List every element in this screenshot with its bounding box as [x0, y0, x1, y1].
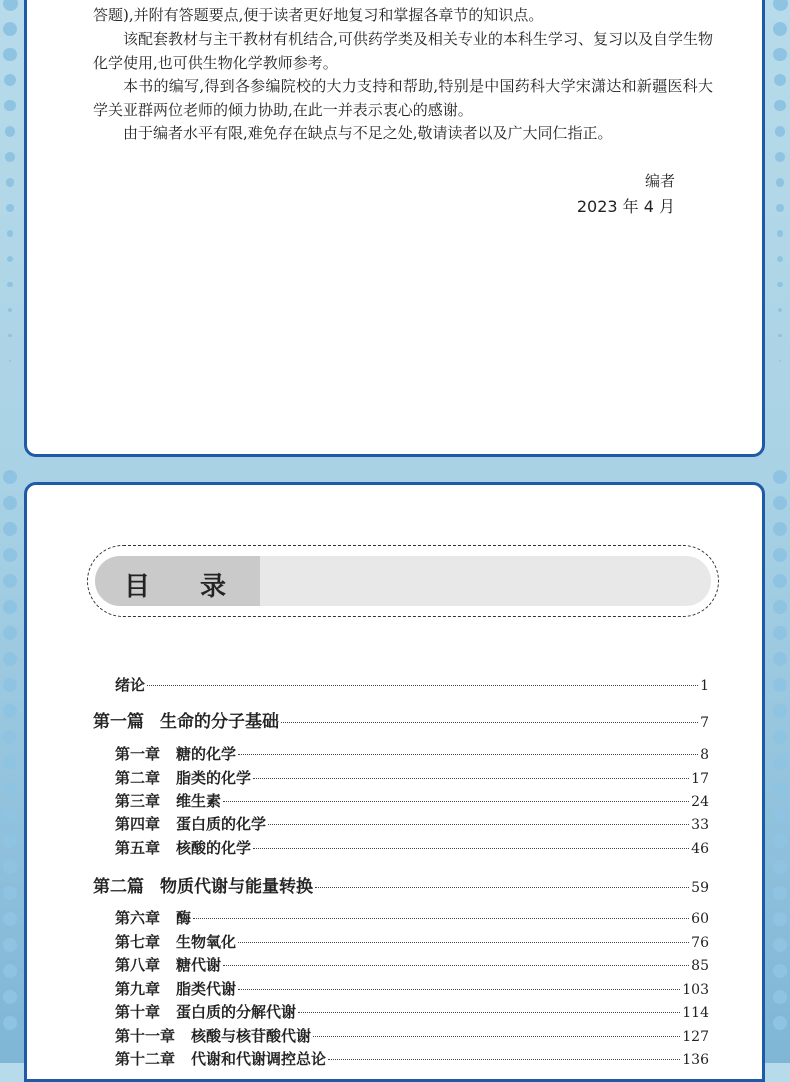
toc-chapter-entry[interactable] — [115, 790, 709, 811]
border-dot — [773, 990, 787, 1004]
toc-entry-title: 蛋白质的分解代谢 — [176, 1003, 297, 1021]
border-dot — [3, 652, 17, 666]
border-dot — [8, 334, 11, 337]
toc-dot-leader — [238, 989, 680, 990]
border-dot — [3, 48, 16, 61]
border-dot — [3, 0, 18, 11]
toc-chapter-entry[interactable] — [115, 931, 709, 952]
toc-dot-leader — [223, 801, 689, 802]
border-dot — [7, 282, 12, 287]
toc-page-number: 85 — [691, 958, 709, 974]
toc-card — [24, 482, 765, 1082]
toc-title: 目录 — [124, 572, 277, 602]
toc-entry-number: 第五章 — [115, 839, 161, 857]
toc-entry-label — [115, 978, 236, 999]
border-dot — [773, 652, 787, 666]
toc-entry-label — [115, 837, 251, 858]
toc-dot-leader — [238, 942, 689, 943]
toc-entry-label — [115, 1048, 326, 1069]
toc-dot-leader — [193, 918, 689, 919]
border-dot — [773, 860, 787, 874]
toc-entry-title: 代谢和代谢调控总论 — [191, 1050, 327, 1068]
left-dot-border — [0, 0, 24, 1063]
toc-entry-number: 第一章 — [115, 745, 161, 763]
toc-entry-title: 脂类的化学 — [176, 769, 252, 787]
toc-page-number: 60 — [691, 911, 709, 927]
border-dot — [3, 574, 17, 588]
border-dot — [3, 522, 17, 536]
toc-entry-title: 核酸的化学 — [176, 839, 252, 857]
toc-dot-leader — [328, 1059, 680, 1060]
toc-page-number: 7 — [700, 715, 709, 731]
border-dot — [773, 704, 787, 718]
border-dot — [3, 600, 17, 614]
border-dot — [3, 938, 17, 952]
preface-date: 2023 年 4 月 — [576, 197, 675, 216]
toc-page-number: 8 — [700, 747, 709, 763]
border-dot — [777, 256, 783, 262]
toc-chapter-entry[interactable] — [115, 1025, 709, 1046]
toc-page-number: 33 — [691, 817, 709, 833]
border-dot — [4, 74, 16, 86]
toc-entry-title: 糖的化学 — [176, 745, 237, 763]
border-dot — [773, 730, 787, 744]
border-dot — [3, 730, 17, 744]
border-dot — [773, 574, 787, 588]
border-dot — [3, 808, 17, 822]
toc-entry-label — [115, 954, 221, 975]
border-dot — [3, 990, 17, 1004]
border-dot — [773, 48, 786, 61]
toc-page-number: 1 — [700, 678, 709, 694]
toc-page-number: 46 — [691, 841, 709, 857]
toc-entry-label — [93, 872, 313, 897]
border-dot — [773, 678, 787, 692]
border-dot — [3, 912, 17, 926]
preface-paragraph-4: 由于编者水平有限,难免存在缺点与不足之处,敬请读者以及广大同仁指正。 — [123, 124, 613, 142]
preface-paragraph-1: 答题),并附有答题要点,便于读者更好地复习和掌握各章节的知识点。 — [93, 6, 544, 24]
border-dot — [773, 834, 787, 848]
border-dot — [773, 522, 787, 536]
border-dot — [3, 704, 17, 718]
toc-chapter-entry[interactable] — [115, 767, 709, 788]
toc-chapter-entry[interactable] — [115, 743, 709, 764]
toc-entry-number: 第二篇 — [93, 877, 144, 897]
toc-dot-leader — [253, 778, 689, 779]
border-dot — [3, 626, 17, 640]
toc-entry-title: 蛋白质的化学 — [176, 815, 267, 833]
toc-page-number: 59 — [691, 880, 709, 896]
toc-entry-title: 核酸与核苷酸代谢 — [191, 1027, 312, 1045]
toc-entry-number: 第八章 — [115, 956, 161, 974]
border-dot — [773, 600, 787, 614]
toc-page-number: 136 — [682, 1052, 709, 1068]
toc-page-number: 114 — [682, 1005, 709, 1021]
toc-entry-number: 第一篇 — [93, 712, 144, 732]
toc-chapter-entry[interactable] — [115, 1048, 709, 1069]
toc-entry-title: 物质代谢与能量转换 — [160, 877, 313, 897]
toc-page-number: 17 — [691, 771, 709, 787]
border-dot — [8, 308, 12, 312]
toc-entry-label — [115, 931, 236, 952]
toc-entry-label — [115, 743, 236, 764]
toc-dot-leader — [313, 1036, 680, 1037]
toc-page-number: 127 — [682, 1029, 709, 1045]
border-dot — [773, 938, 787, 952]
border-dot — [9, 360, 11, 362]
border-dot — [6, 204, 14, 212]
toc-entry-number: 第三章 — [115, 792, 161, 810]
toc-entry-title: 绪论 — [115, 676, 146, 694]
toc-dot-leader — [223, 965, 689, 966]
preface-paragraph-2: 该配套教材与主干教材有机结合,可供药学类及相关专业的本科生学习、复习以及自学生物化学使用,也可供生物化学教师参考。 — [93, 30, 713, 72]
toc-entry-label — [93, 707, 279, 732]
border-dot — [3, 678, 17, 692]
toc-part-entry[interactable] — [93, 872, 709, 897]
border-dot — [3, 834, 17, 848]
toc-dot-leader — [238, 754, 698, 755]
border-dot — [4, 100, 15, 111]
toc-entry-title: 脂类代谢 — [176, 980, 237, 998]
border-dot — [3, 964, 17, 978]
toc-dot-leader — [298, 1012, 680, 1013]
preface-card — [24, 0, 765, 457]
border-dot — [773, 756, 787, 770]
toc-entry-label — [115, 1025, 311, 1046]
toc-dot-leader — [253, 848, 689, 849]
toc-entry-label — [115, 790, 221, 811]
border-dot — [3, 470, 17, 484]
border-dot — [773, 886, 787, 900]
toc-entry-number: 第二章 — [115, 769, 161, 787]
toc-entry-title: 维生素 — [176, 792, 222, 810]
toc-chapter-entry[interactable] — [115, 837, 709, 858]
border-dot — [773, 808, 787, 822]
border-dot — [3, 860, 17, 874]
border-dot — [774, 74, 786, 86]
border-dot — [3, 22, 17, 36]
toc-page-number: 24 — [691, 794, 709, 810]
border-dot — [775, 126, 786, 137]
toc-entry-label — [115, 1001, 296, 1022]
toc-chapter-entry[interactable] — [115, 907, 709, 928]
border-dot — [6, 178, 15, 187]
border-dot — [773, 626, 787, 640]
border-dot — [3, 886, 17, 900]
border-dot — [773, 964, 787, 978]
toc-chapter-entry[interactable] — [115, 813, 709, 834]
preface-paragraph-3: 本书的编写,得到各参编院校的大力支持和帮助,特别是中国药科大学宋潇达和新疆医科大学关亚群两位老师的倾力协助,在此一并表示衷心的感谢。 — [93, 77, 713, 119]
border-dot — [773, 548, 787, 562]
border-dot — [777, 282, 782, 287]
toc-entry-title: 生命的分子基础 — [160, 712, 279, 732]
border-dot — [773, 496, 787, 510]
toc-entry-label — [115, 767, 251, 788]
toc-entry-number: 第七章 — [115, 933, 161, 951]
border-dot — [773, 470, 787, 484]
toc-entry-number: 第十一章 — [115, 1027, 176, 1045]
border-dot — [775, 152, 785, 162]
toc-entry-number: 第九章 — [115, 980, 161, 998]
border-dot — [776, 204, 784, 212]
toc-part-entry[interactable] — [93, 707, 709, 732]
toc-header — [87, 545, 719, 617]
toc-entry-title: 生物氧化 — [176, 933, 237, 951]
border-dot — [3, 782, 17, 796]
toc-entry-number: 第四章 — [115, 815, 161, 833]
toc-dot-leader — [281, 722, 698, 723]
toc-entry-number: 第十二章 — [115, 1050, 176, 1068]
toc-dot-leader — [268, 824, 689, 825]
toc-page-number: 76 — [691, 935, 709, 951]
toc-chapter-entry[interactable] — [115, 978, 709, 999]
border-dot — [773, 1016, 787, 1030]
toc-page-number: 103 — [682, 982, 709, 998]
border-dot — [773, 912, 787, 926]
toc-dot-leader — [147, 685, 698, 686]
border-dot — [777, 230, 784, 237]
toc-chapter-entry[interactable] — [115, 674, 709, 695]
toc-entry-number: 第十章 — [115, 1003, 161, 1021]
toc-entry-number: 第六章 — [115, 909, 161, 927]
border-dot — [3, 496, 17, 510]
toc-chapter-entry[interactable] — [115, 954, 709, 975]
border-dot — [776, 178, 785, 187]
border-dot — [773, 22, 787, 36]
preface-signature: 编者 — [644, 172, 675, 190]
border-dot — [778, 334, 781, 337]
toc-dot-leader — [315, 887, 689, 888]
border-dot — [773, 0, 788, 11]
toc-entry-label — [115, 674, 145, 695]
toc-entry-title: 酶 — [176, 909, 192, 927]
toc-title-band — [95, 556, 711, 606]
border-dot — [7, 256, 13, 262]
border-dot — [7, 230, 14, 237]
border-dot — [5, 126, 16, 137]
toc-entry-title: 糖代谢 — [176, 956, 222, 974]
border-dot — [3, 548, 17, 562]
toc-entry-label — [115, 907, 191, 928]
border-dot — [774, 100, 785, 111]
right-dot-border — [766, 0, 790, 1063]
border-dot — [3, 756, 17, 770]
border-dot — [779, 360, 781, 362]
border-dot — [5, 152, 15, 162]
border-dot — [773, 782, 787, 796]
toc-entry-label — [115, 813, 266, 834]
toc-chapter-entry[interactable] — [115, 1001, 709, 1022]
border-dot — [778, 308, 782, 312]
border-dot — [3, 1016, 17, 1030]
